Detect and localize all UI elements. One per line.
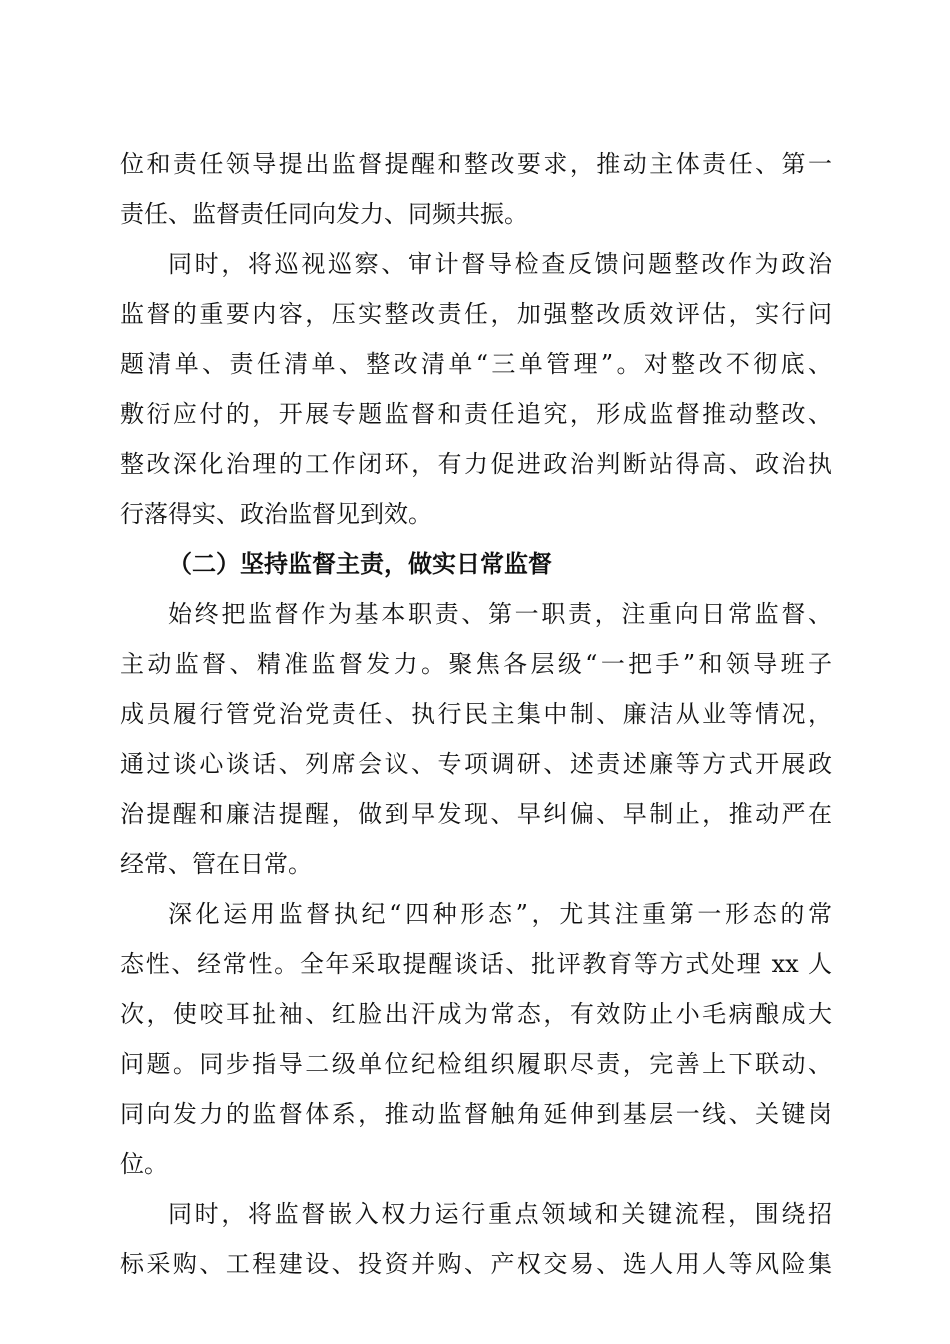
text-line: 通过谈心谈话、列席会议、专项调研、述责述廉等方式开展政 (120, 750, 832, 778)
paragraph-first-line: 始终把监督作为基本职责、第一职责，注重向日常监督、 (168, 600, 832, 628)
paragraph-first-line: 深化运用监督执纪“四种形态”，尤其注重第一形态的常 (168, 900, 832, 928)
text-line: 次，使咬耳扯袖、红脸出汗成为常态，有效防止小毛病酿成大 (120, 1000, 832, 1028)
text-line: 位。 (120, 1150, 168, 1178)
text-line: 题清单、责任清单、整改清单“三单管理”。对整改不彻底、 (120, 350, 832, 378)
text-line: 监督的重要内容，压实整改责任，加强整改质效评估，实行问 (120, 300, 832, 328)
paragraph-first-line: 同时，将监督嵌入权力运行重点领域和关键流程，围绕招 (168, 1200, 832, 1228)
text-line: 敷衍应付的，开展专题监督和责任追究，形成监督推动整改、 (120, 400, 832, 428)
text-line: 成员履行管党治党责任、执行民主集中制、廉洁从业等情况， (120, 700, 832, 728)
text-line: 整改深化治理的工作闭环，有力促进政治判断站得高、政治执 (120, 450, 832, 478)
text-line: 位和责任领导提出监督提醒和整改要求，推动主体责任、第一 (120, 150, 832, 178)
document-body (120, 139, 832, 1289)
text-line: 态性、经常性。全年采取提醒谈话、批评教育等方式处理 xx 人 (120, 950, 832, 978)
text-line: 经常、管在日常。 (120, 850, 312, 878)
text-line: 治提醒和廉洁提醒，做到早发现、早纠偏、早制止，推动严在 (120, 800, 832, 828)
text-line: 同向发力的监督体系，推动监督触角延伸到基层一线、关键岗 (120, 1100, 832, 1128)
text-line: 行落得实、政治监督见到效。 (120, 500, 432, 528)
section-heading: （二）坚持监督主责，做实日常监督 (168, 549, 552, 578)
text-line: 责任、监督责任同向发力、同频共振。 (120, 200, 528, 228)
text-line: 标采购、工程建设、投资并购、产权交易、选人用人等风险集 (120, 1250, 832, 1278)
text-line: 问题。同步指导二级单位纪检组织履职尽责，完善上下联动、 (120, 1050, 832, 1078)
paragraph-first-line: 同时，将巡视巡察、审计督导检查反馈问题整改作为政治 (168, 250, 832, 278)
text-line: 主动监督、精准监督发力。聚焦各层级“一把手”和领导班子 (120, 650, 832, 678)
